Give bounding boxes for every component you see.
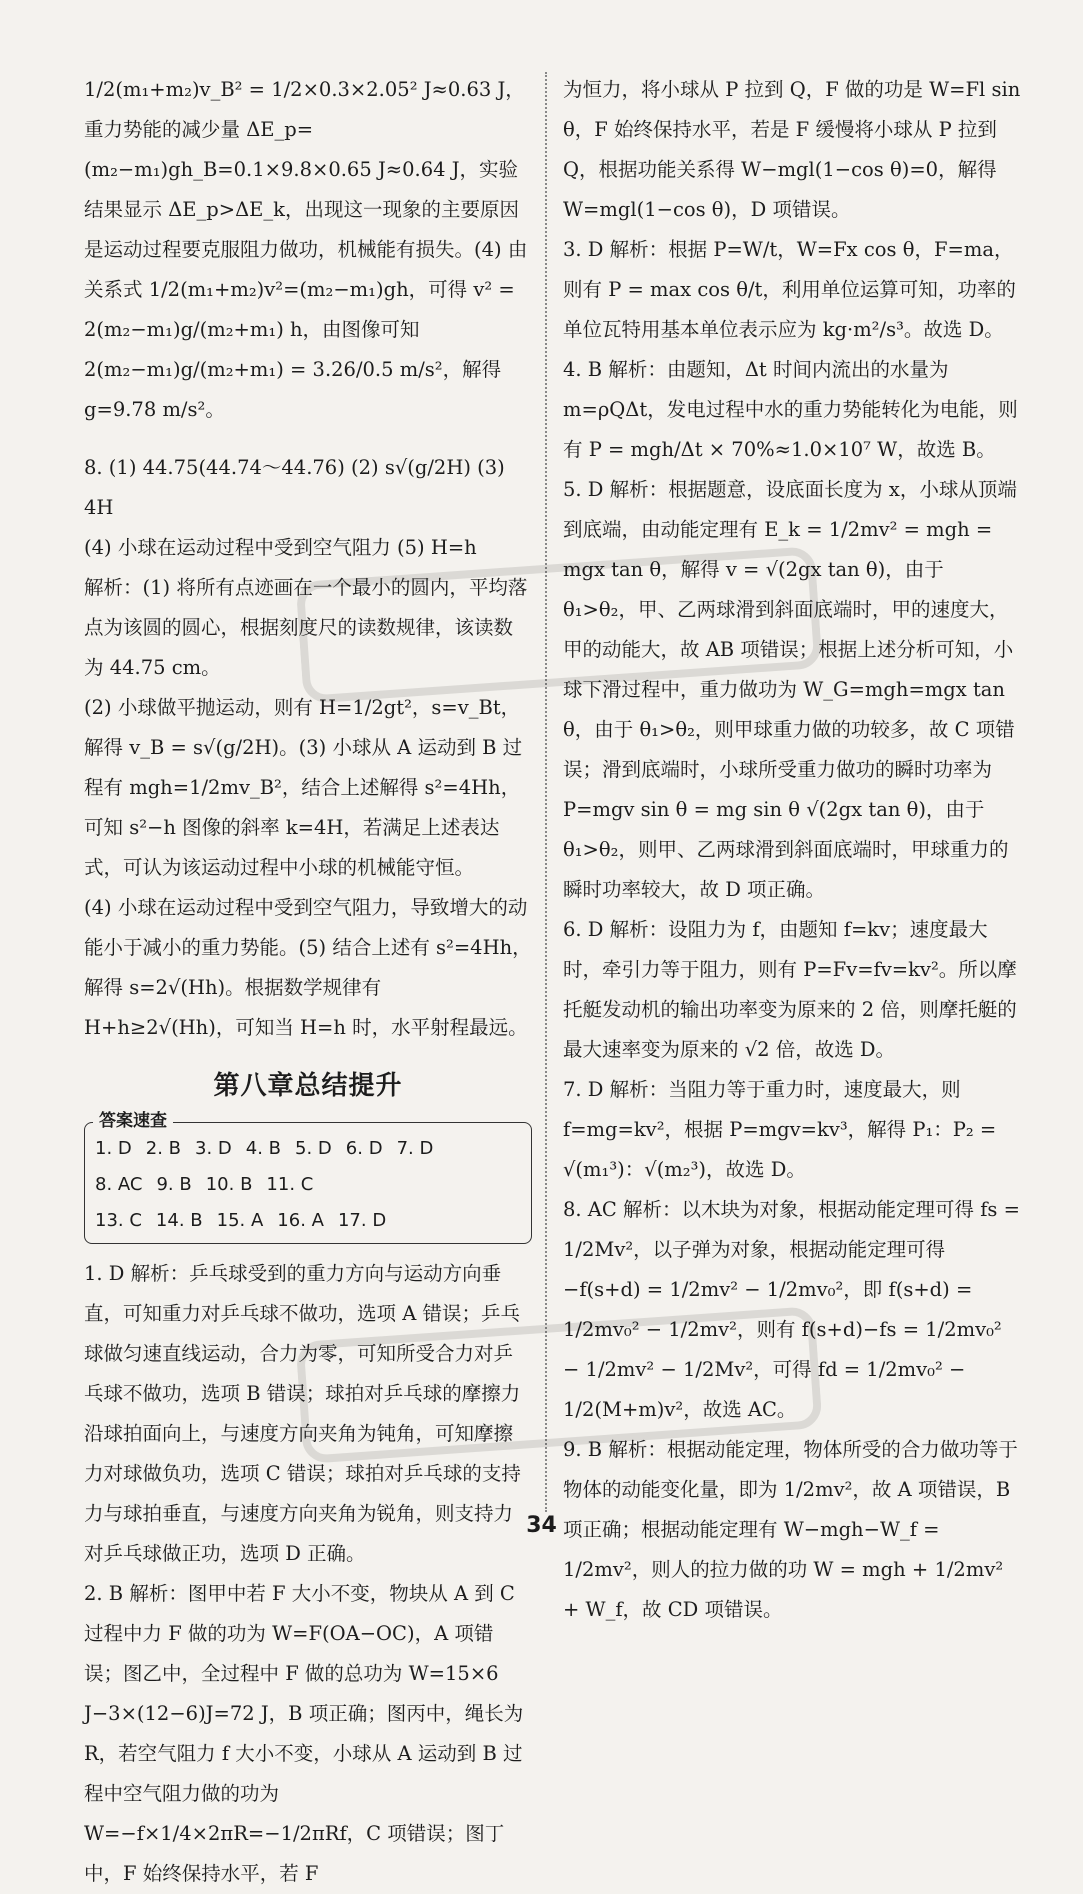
- analysis-paragraph: 解析：(1) 将所有点迹画在一个最小的圆内，平均落点为该圆的圆心，根据刻度尺的读数规律，该读数为 44.75 cm。: [84, 576, 528, 679]
- quick-answer: 1. D: [95, 1138, 132, 1159]
- quick-answer: 16. A: [277, 1210, 324, 1231]
- quick-answer: 17. D: [337, 1210, 387, 1231]
- answer-paragraph: 1. D 解析：乒乓球受到的重力方向与运动方向垂直，可知重力对乒乓球不做功，选项 A 错误；乒乓球做匀速直线运动，合力为零，可知所受合力对乒乓球不做功，选项 B 错误；球拍对乒乓球的摩擦力沿球拍面向上，与速度方向夹角为钝角，可知摩擦力对球做负功，选项 C 错误；球拍对乒乓球的支持力与球拍垂直，与速度方向夹角为锐角，则支持力对乒乓球做正功，选项 D 正确。: [84, 1262, 521, 1565]
- quick-answer: 7. D: [396, 1138, 434, 1159]
- quick-answer: 13. C: [95, 1210, 142, 1231]
- answer-8-summary: 8. (1) 44.75(44.74～44.76) (2) s√(g/2H) (3) 4H: [84, 456, 505, 519]
- quick-answer: 15. A: [216, 1210, 264, 1231]
- right-column: [563, 70, 1023, 1630]
- answer-paragraph: 4. B 解析：由题知，Δt 时间内流出的水量为 m=ρQΔt，发电过程中水的重力势能转化为电能，则有 P = mgh/Δt × 70%≈1.0×10⁷ W，故选 B。: [563, 358, 1018, 461]
- column-divider: [545, 72, 547, 1512]
- answer-paragraph: 9. B 解析：根据动能定理，物体所受的合力做功等于物体的动能变化量，即为 1/2mv²，故 A 项错误，B 项正确；根据动能定理有 W−mgh−W_f = 1/2mv²，则人的拉力做的功 W = mgh + 1/2mv² + W_f，故 CD 项错误。: [563, 1438, 1018, 1621]
- answer-paragraph: 2. B 解析：图甲中若 F 大小不变，物块从 A 到 C 过程中力 F 做的功为 W=F(OA−OC)，A 项错误；图乙中，全过程中 F 做的总功为 W=15×6 J−3×(12−6)J=72 J，B 项正确；图丙中，绳长为 R，若空气阻力 f 大小不变，小球从 A 运动到 B 过程中空气阻力做的功为 W=−f×1/4×2πR=−1/2πRf，C 项错误；图丁中，F 始终保持水平，若 F: [84, 1582, 524, 1885]
- quick-answer: 8. AC: [95, 1174, 143, 1195]
- answer-8-summary-cont: (4) 小球在运动过程中受到空气阻力 (5) H=h: [84, 536, 477, 559]
- quick-row: [95, 1131, 521, 1167]
- analysis-paragraph: (2) 小球做平抛运动，则有 H=1/2gt²，s=v_Bt，解得 v_B = s√(g/2H)。(3) 小球从 A 运动到 B 过程有 mgh=1/2mv_B²，结合上述解得 s²=4Hh，可知 s²−h 图像的斜率 k=4H，若满足上述表达式，可认为该运动过程中小球的机械能守恒。: [84, 696, 523, 879]
- chapter-heading: 第八章总结提升: [213, 1071, 403, 1101]
- answer-paragraph: 7. D 解析：当阻力等于重力时，速度最大，则 f=mg=kv²，根据 P=mgv=kv³，解得 P₁：P₂ = √(m₁³)：√(m₂³)，故选 D。: [563, 1078, 997, 1181]
- analysis-paragraph: (4) 小球在运动过程中受到空气阻力，导致增大的动能小于减小的重力势能。(5) 结合上述有 s²=4Hh，解得 s=2√(Hh)。根据数学规律有 H+h≥2√(Hh)，可知当 H=h 时，水平射程最远。: [84, 896, 532, 1039]
- quick-answer: 6. D: [345, 1138, 383, 1159]
- answer-paragraph: 3. D 解析：根据 P=W/t，W=Fx cos θ，F=ma，则有 P = max cos θ/t，利用单位运算可知，功率的单位瓦特用基本单位表示应为 kg·m²/s³。故选 D。: [563, 238, 1016, 341]
- left-column: [84, 70, 532, 1894]
- answer-paragraph: 6. D 解析：设阻力为 f，由题知 f=kv；速度最大时，牵引力等于阻力，则有 P=Fv=fv=kv²。所以摩托艇发动机的输出功率变为原来的 2 倍，则摩托艇的最大速率变为原来的 √2 倍，故选 D。: [563, 918, 1017, 1061]
- quick-answer: 2. B: [145, 1138, 182, 1159]
- answer-paragraph: 8. AC 解析：以木块为对象，根据动能定理可得 fs = 1/2Mv²，以子弹为对象，根据动能定理可得 −f(s+d) = 1/2mv² − 1/2mv₀²，即 f(s+d) = 1/2mv₀² − 1/2mv²，则有 f(s+d)−fs = 1/2mv₀² − 1/2mv² − 1/2Mv²，可得 fd = 1/2mv₀² − 1/2(M+m)v²，故选 AC。: [563, 1198, 1020, 1421]
- quick-answer: 5. D: [295, 1138, 332, 1159]
- quick-answer: 11. C: [266, 1174, 314, 1195]
- quick-row: [95, 1203, 521, 1239]
- quick-answer: 4. B: [245, 1138, 282, 1159]
- answer-quick-check-box: [84, 1111, 532, 1244]
- quick-check-title: 答案速查: [93, 1109, 173, 1133]
- quick-answer: 10. B: [205, 1174, 253, 1195]
- paragraph: 1/2(m₁+m₂)v_B² = 1/2×0.3×2.05² J≈0.63 J，重力势能的减少量 ΔE_p=(m₂−m₁)gh_B=0.1×9.8×0.65 J≈0.64 J，实验结果显示 ΔE_p>ΔE_k，出现这一现象的主要原因是运动过程要克服阻力做功，机械能有损失。(4) 由关系式 1/2(m₁+m₂)v²=(m₂−m₁)gh，可得 v² = 2(m₂−m₁)g/(m₂+m₁) h，由图像可知 2(m₂−m₁)g/(m₂+m₁) = 3.26/0.5 m/s²，解得 g=9.78 m/s²。: [84, 78, 528, 421]
- quick-answer: 14. B: [155, 1210, 203, 1231]
- quick-answer: 3. D: [195, 1138, 232, 1159]
- quick-row: [95, 1167, 521, 1203]
- answer-paragraph: 为恒力，将小球从 P 拉到 Q，F 做的功是 W=Fl sin θ，F 始终保持水平，若是 F 缓慢将小球从 P 拉到 Q，根据功能关系得 W−mgl(1−cos θ)=0，解得 W=mgl(1−cos θ)，D 项错误。: [563, 78, 1021, 221]
- answer-paragraph: 5. D 解析：根据题意，设底面长度为 x，小球从顶端到底端，由动能定理有 E_k = 1/2mv² = mgh = mgx tan θ，解得 v = √(2gx tan θ)，由于 θ₁>θ₂，甲、乙两球滑到斜面底端时，甲的速度大，甲的动能大，故 AB 项错误；根据上述分析可知，小球下滑过程中，重力做功为 W_G=mgh=mgx tan θ，由于 θ₁>θ₂，则甲球重力做的功较多，故 C 项错误；滑到底端时，小球所受重力做功的瞬时功率为 P=mgv sin θ = mg sin θ √(2gx tan θ)，由于 θ₁>θ₂，则甲、乙两球滑到斜面底端时，甲球重力的瞬时功率较大，故 D 项正确。: [563, 478, 1017, 901]
- quick-answer: 9. B: [156, 1174, 192, 1195]
- page-number: 34: [526, 1513, 557, 1538]
